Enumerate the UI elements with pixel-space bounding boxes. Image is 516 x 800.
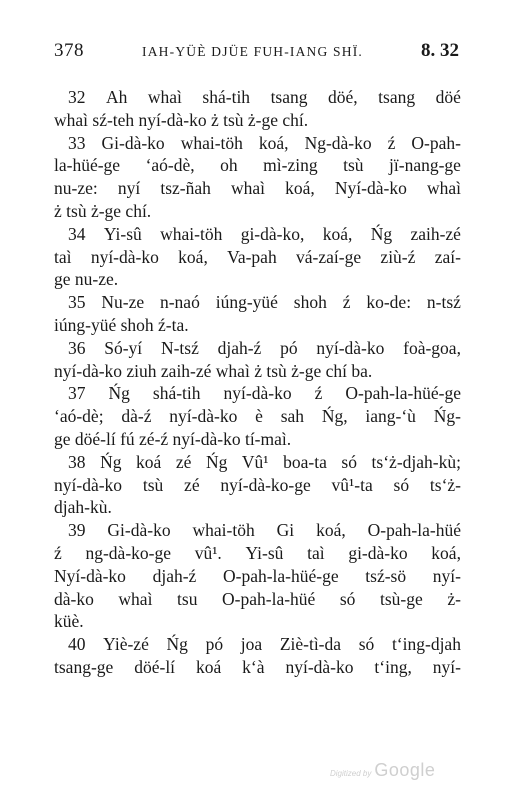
text-line: ‘aó-dè; dà-ź nyí-dà-ko è sah Ńg, iang-‘ù Ńg- (54, 406, 461, 427)
text-line: taì nyí-dà-ko koá, Va-pah vá-zaí-ge ziù-ź zaí- (54, 246, 461, 267)
text-line: 36 Só-yí N-tsź djah-ź pó nyí-dà-ko foà-goa, (68, 337, 461, 358)
text-line: nyí-dà-ko ziuh zaih-zé whaì ż tsù ż-ge chí ba. (54, 360, 373, 381)
running-title: IAH-YÜÈ DJÜE FUH-IANG SHÏ. (142, 44, 363, 59)
page-number: 378 (54, 40, 84, 61)
text-line: 40 Yiè-zé Ńg pó joa Ziè-tì-da só t‘ing-djah (68, 634, 461, 655)
watermark-prefix: Digitized by (330, 769, 372, 778)
text-line: küè. (54, 611, 84, 632)
text-line: dà-ko whaì tsu O-pah-la-hüé só tsù-ge ż- (54, 588, 461, 609)
text-line: ź ng-dà-ko-ge vû¹. Yi-sû taì gi-dà-ko koá, (54, 542, 461, 563)
text-line: whaì sź-teh nyí-dà-ko ż tsù ż-ge chí. (54, 109, 309, 130)
text-line: la-hüé-ge ‘aó-dè, oh mì-zing tsù jï-nang-ge (54, 155, 461, 176)
text-line: djah-kù. (54, 497, 112, 518)
text-line: tsang-ge döé-lí koá k‘à nyí-dà-ko t‘ing, nyí- (54, 656, 461, 677)
text-line: 33 Gi-dà-ko whai-töh koá, Ng-dà-ko ź O-pah- (68, 132, 461, 153)
running-head (54, 40, 459, 66)
text-line: 38 Ńg koá zé Ńg Vû¹ boa-ta só ts‘ż-djah-kù; (68, 451, 461, 472)
text-line: ge döé-lí fú zé-ź nyí-dà-ko tí-maì. (54, 428, 292, 449)
text-line: 39 Gi-dà-ko whai-töh Gi koá, O-pah-la-hüé (68, 520, 461, 541)
text-line: Nyí-dà-ko djah-ź O-pah-la-hüé-ge tsź-sö nyí- (54, 565, 461, 586)
text-line: 37 Ńg shá-tih nyí-dà-ko ź O-pah-la-hüé-ge (68, 383, 461, 404)
text-line: 34 Yi-sû whai-töh gi-dà-ko, koá, Ńg zaih-zé (68, 223, 461, 244)
text-line: ge nu-ze. (54, 269, 119, 290)
text-line: iúng-yüé shoh ź-ta. (54, 314, 189, 335)
watermark-brand-logo: Google (374, 760, 436, 780)
digitization-watermark (330, 760, 435, 781)
body-text (54, 86, 461, 679)
text-line: nu-ze: nyí tsz-ñah whaì koá, Nyí-dà-ko whaì (54, 178, 461, 199)
text-line: 32 Ah whaì shá-tih tsang döé, tsang döé (68, 87, 461, 107)
text-line: nyí-dà-ko tsù zé nyí-dà-ko-ge vû¹-ta só ts‘ż- (54, 474, 461, 495)
text-line: 35 Nu-ze n-naó iúng-yüé shoh ź ko-de: n-tsź (68, 292, 461, 313)
text-line: ż tsù ż-ge chí. (54, 200, 152, 221)
chapter-verse-reference: 8. 32 (421, 40, 459, 61)
